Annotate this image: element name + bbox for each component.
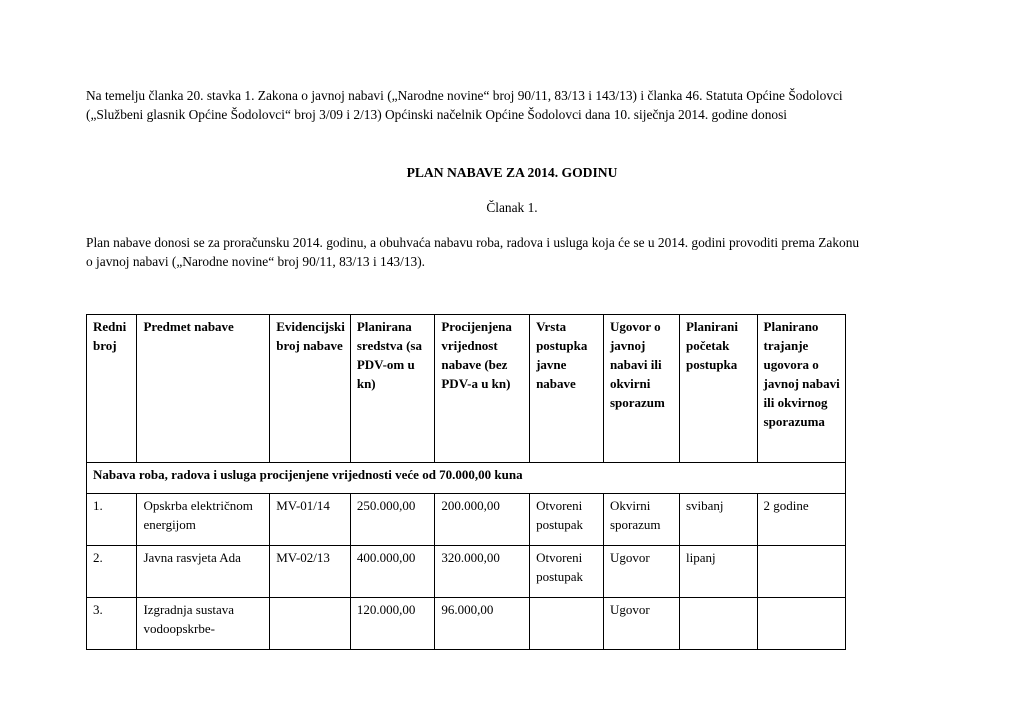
article-paragraph	[86, 233, 966, 271]
cell-evid	[270, 598, 351, 650]
procurement-plan-table	[86, 314, 846, 650]
cell-no: 1.	[87, 494, 137, 546]
paragraph-line: Plan nabave donosi se za proračunsku 2014. godinu, a obuhvaća nabavu roba, radova i usluga koja će se u 2014. godini provoditi prema Zakonu	[86, 235, 860, 250]
section-label: Nabava roba, radova i usluga procijenjene vrijednosti veće od 70.000,00 kuna	[87, 463, 846, 494]
header-cell: Ugovor o javnoj nabavi ili okvirni sporazum	[603, 315, 679, 463]
cell-start: svibanj	[679, 494, 757, 546]
cell-estimated: 96.000,00	[435, 598, 530, 650]
cell-duration: 2 godine	[757, 494, 845, 546]
cell-contract: Okvirni sporazum	[603, 494, 679, 546]
cell-evid: MV-01/14	[270, 494, 351, 546]
intro-text	[86, 86, 956, 124]
header-cell: Predmet nabave	[137, 315, 270, 463]
cell-duration	[757, 598, 845, 650]
document-title: PLAN NABAVE ZA 2014. GODINU	[406, 165, 618, 180]
header-cell: Redni broj	[87, 315, 137, 463]
cell-planned: 120.000,00	[350, 598, 435, 650]
cell-duration	[757, 546, 845, 598]
header-cell: Procijenjena vrijednost nabave (bez PDV-a u kn)	[435, 315, 530, 463]
cell-start	[679, 598, 757, 650]
cell-contract: Ugovor	[603, 546, 679, 598]
table-section-row	[87, 463, 846, 494]
cell-subject: Izgradnja sustava vodoopskrbe-	[137, 598, 270, 650]
header-cell: Planirano trajanje ugovora o javnoj nabavi ili okvirnog sporazuma	[757, 315, 845, 463]
article-heading: Članak 1.	[486, 200, 538, 215]
cell-start: lipanj	[679, 546, 757, 598]
table-header-row	[87, 315, 846, 463]
header-cell: Planirana sredstva (sa PDV-om u kn)	[350, 315, 435, 463]
cell-contract: Ugovor	[603, 598, 679, 650]
table-row	[87, 546, 846, 598]
header-cell: Planirani početak postupka	[679, 315, 757, 463]
cell-estimated: 200.000,00	[435, 494, 530, 546]
table-row	[87, 494, 846, 546]
table-row	[87, 598, 846, 650]
cell-procedure	[530, 598, 604, 650]
cell-procedure: Otvoreni postupak	[530, 546, 604, 598]
cell-no: 2.	[87, 546, 137, 598]
cell-planned: 250.000,00	[350, 494, 435, 546]
cell-procedure: Otvoreni postupak	[530, 494, 604, 546]
paragraph-line: o javnoj nabavi („Narodne novine“ broj 90/11, 83/13 i 143/13).	[86, 254, 426, 269]
intro-line: („Službeni glasnik Općine Šodolovci“ broj 3/09 i 2/13) Općinski načelnik Općine Šodolovci dana 10. siječnja 2014. godine donosi	[86, 107, 788, 122]
cell-estimated: 320.000,00	[435, 546, 530, 598]
intro-line: Na temelju članka 20. stavka 1. Zakona o javnoj nabavi („Narodne novine“ broj 90/11, 83/13 i 143/13) i članka 46. Statuta Općine Šodolovci	[86, 88, 843, 103]
cell-no: 3.	[87, 598, 137, 650]
cell-subject: Opskrba električnom energijom	[137, 494, 270, 546]
header-cell: Vrsta postupka javne nabave	[530, 315, 604, 463]
cell-evid: MV-02/13	[270, 546, 351, 598]
cell-planned: 400.000,00	[350, 546, 435, 598]
cell-subject: Javna rasvjeta Ada	[137, 546, 270, 598]
header-cell: Evidencijski broj nabave	[270, 315, 351, 463]
